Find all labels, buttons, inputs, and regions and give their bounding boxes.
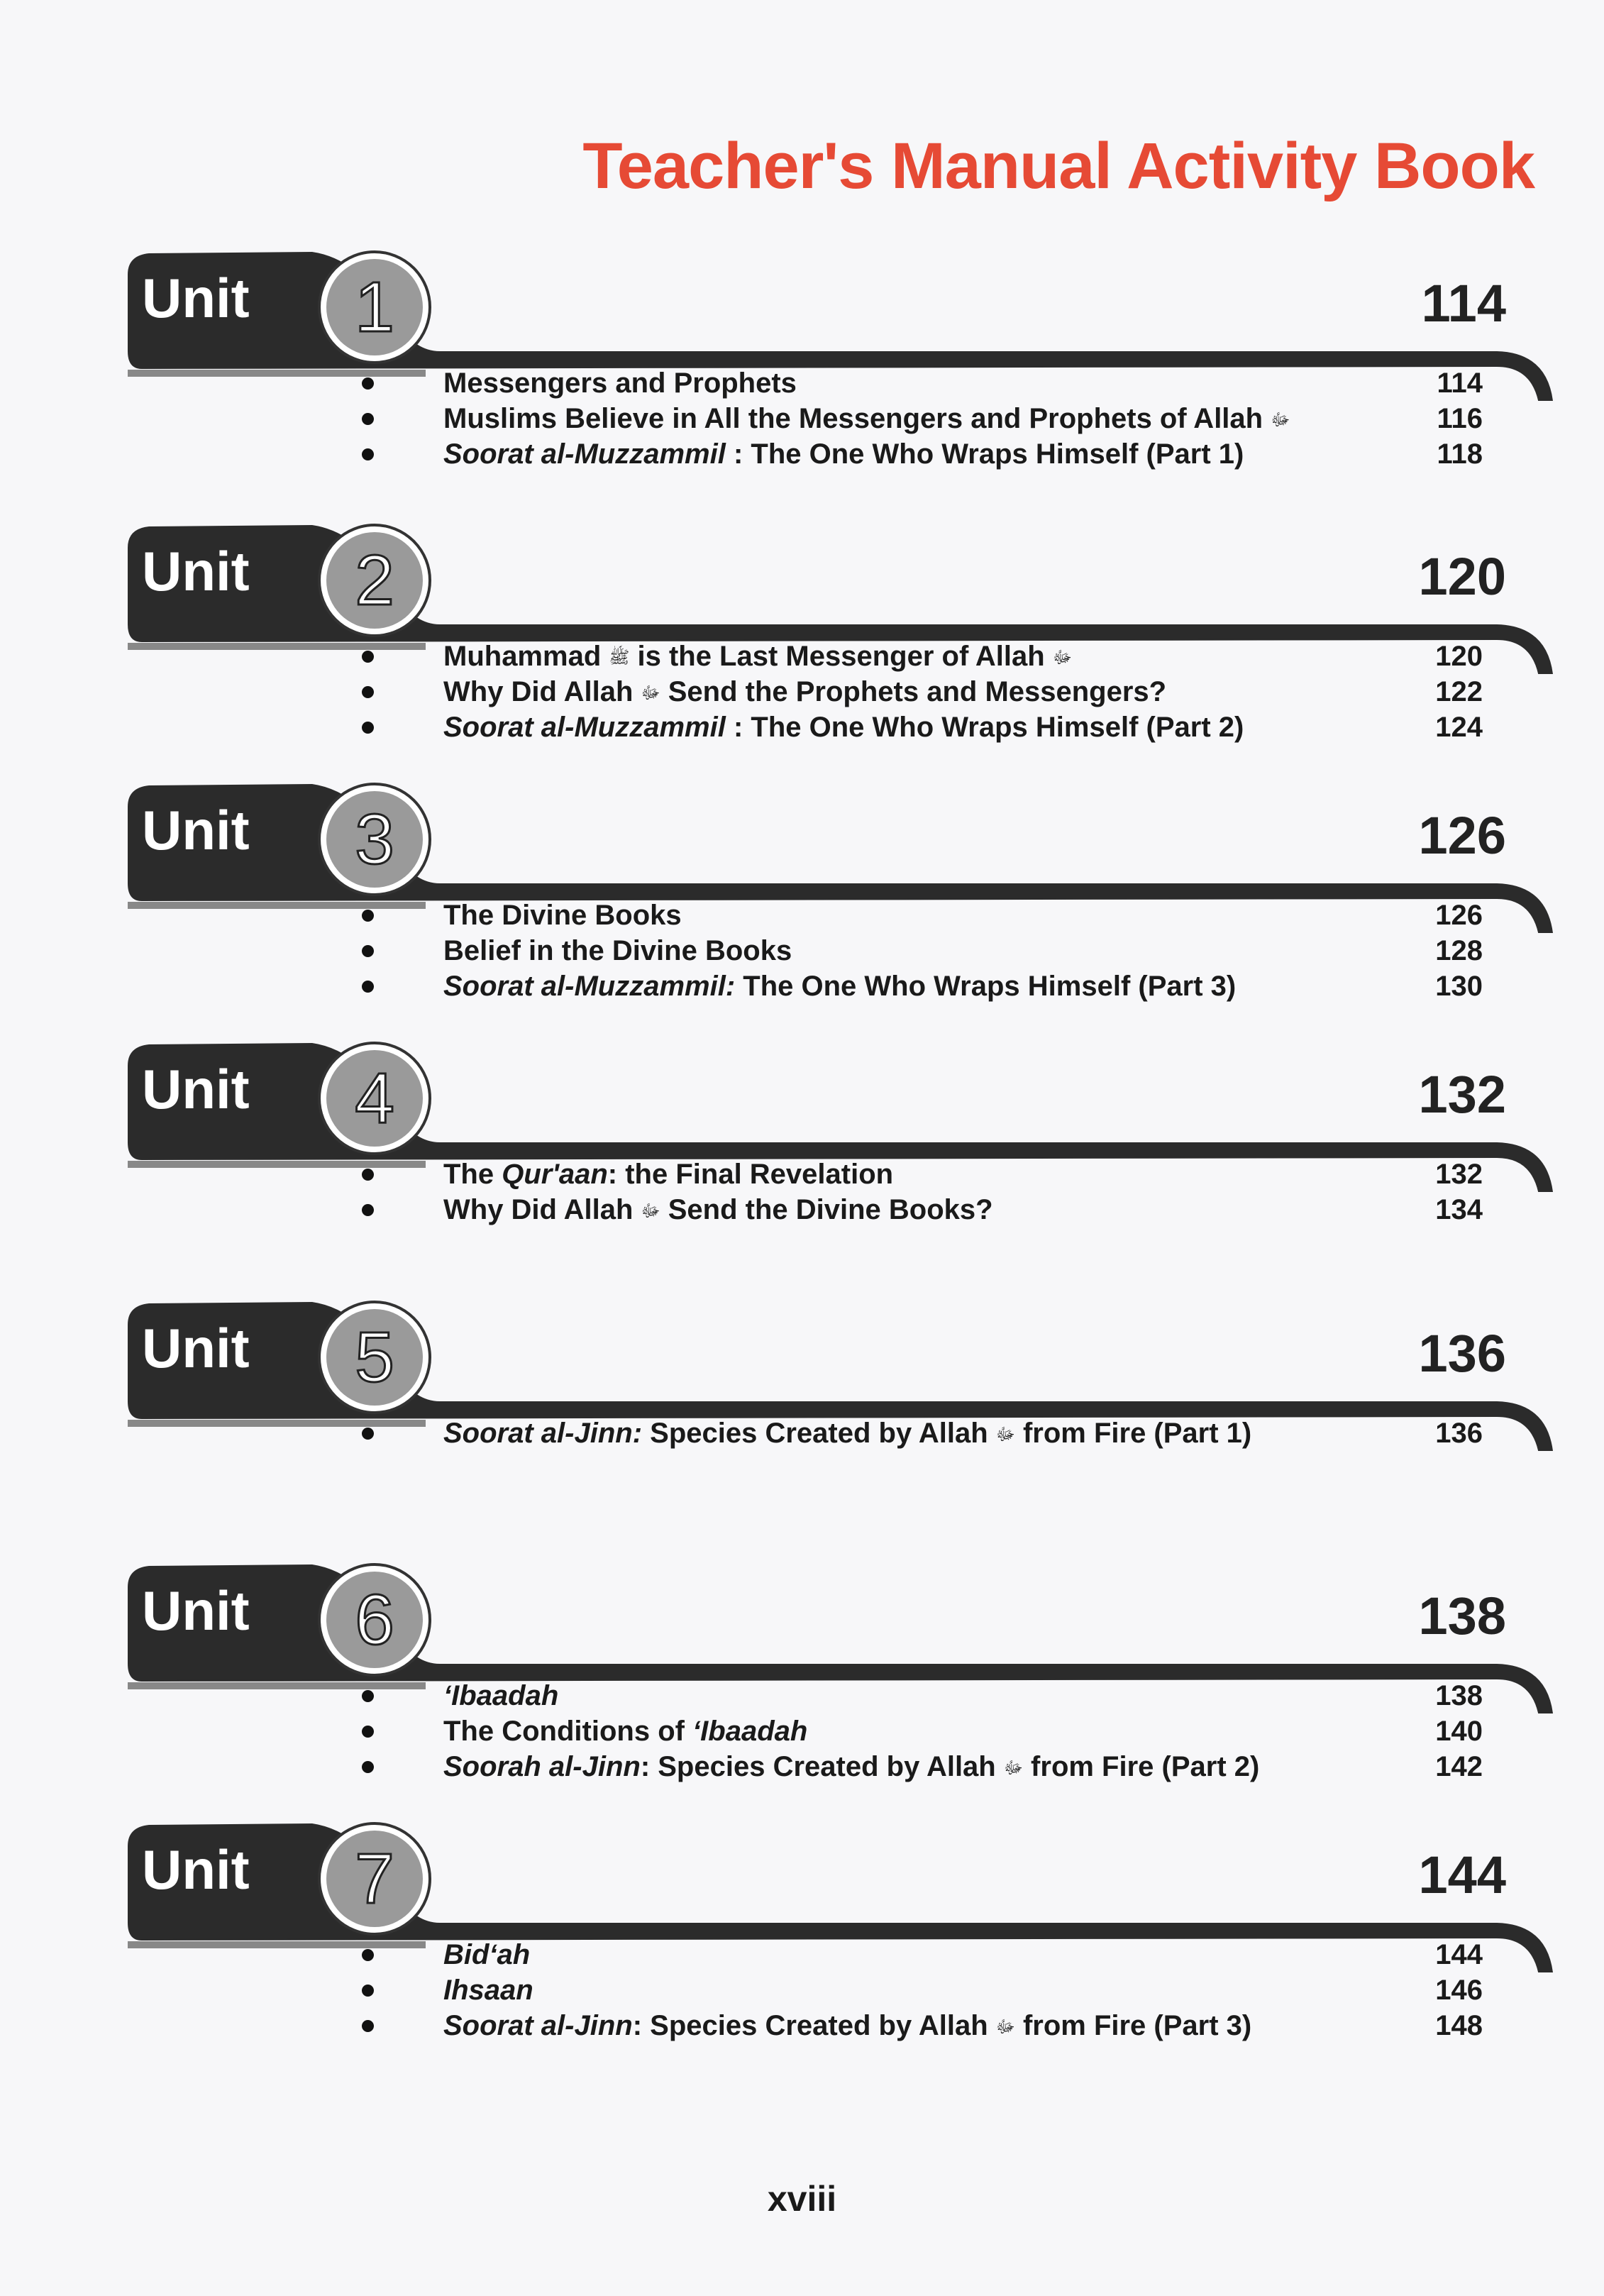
list-item [362,1972,1483,2008]
entry-title: Messengers and Prophets [443,368,797,399]
entry-title: Why Did Allah ﷻ Send the Divine Books? [443,1194,993,1225]
entry-page: 134 [1435,1194,1483,1225]
list-item [362,436,1483,472]
bullet-icon [362,377,374,390]
entry-page: 128 [1435,935,1483,966]
entry-page: 122 [1435,676,1483,707]
list-item [362,2008,1483,2043]
entry-page: 136 [1435,1418,1483,1449]
bullet-icon [362,1169,374,1181]
entry-title: Soorat al-Jinn: Species Created by Allah ﷻ from Fire (Part 3) [443,2010,1252,2041]
entry-title: Soorat al-Muzzammil : The One Who Wraps Himself (Part 1) [443,438,1244,470]
unit-number: 6 [355,1580,394,1660]
bullet-icon [362,686,374,698]
list-item [362,365,1483,401]
unit-page-number: 136 [1418,1324,1506,1383]
bullet-icon [362,651,374,663]
entry-title: Soorat al-Muzzammil : The One Who Wraps Himself (Part 2) [443,712,1244,743]
entry-title: Soorah al-Jinn: Species Created by Allah ﷻ from Fire (Part 2) [443,1751,1260,1782]
bullet-icon [362,945,374,957]
entry-page: 118 [1437,438,1483,470]
list-item [362,1678,1483,1713]
entry-page: 132 [1435,1159,1483,1190]
unit-page-number: 126 [1418,806,1506,865]
bullet-icon [362,981,374,993]
unit-label: Unit [142,267,250,329]
entry-title: Why Did Allah ﷻ Send the Prophets and Messengers? [443,676,1167,707]
entry-title: Muslims Believe in All the Messengers and Prophets of Allah ﷻ [443,403,1290,434]
entry-title: Bid‘ah [443,1939,531,1970]
unit-entries [362,1937,1483,2043]
bullet-icon [362,1204,374,1216]
unit-page-number: 114 [1421,274,1506,333]
list-item [362,710,1483,745]
unit-page-number: 120 [1418,547,1506,606]
entry-page: 120 [1435,641,1483,672]
entry-title: The Qur'aan: the Final Revelation [443,1159,894,1190]
list-item [362,898,1483,933]
unit-number: 5 [355,1318,394,1397]
unit-entries [362,639,1483,745]
bullet-icon [362,2020,374,2032]
page-number: xviii [767,2179,837,2219]
unit-number: 3 [355,800,394,879]
entry-title: Soorat al-Muzzammil: The One Who Wraps Himself (Part 3) [443,971,1237,1002]
entry-page: 142 [1435,1751,1483,1782]
entry-page: 114 [1437,368,1483,399]
unit-number: 7 [355,1839,394,1919]
unit-entries [362,1415,1483,1451]
entry-page: 126 [1435,900,1483,931]
bullet-icon [362,1985,374,1997]
unit-label: Unit [142,1317,250,1379]
bullet-icon [362,1690,374,1702]
unit-entries [362,1678,1483,1784]
entry-page: 148 [1435,2010,1483,2041]
entry-page: 140 [1435,1716,1483,1747]
entry-title: The Divine Books [443,900,682,931]
list-item [362,1749,1483,1784]
unit-label: Unit [142,1579,250,1642]
unit-label: Unit [142,540,250,602]
list-item [362,1415,1483,1451]
entry-page: 144 [1435,1939,1483,1970]
entry-title: Muhammad ﷺ is the Last Messenger of Allah ﷻ [443,641,1072,672]
unit-entries [362,365,1483,472]
page-title: Teacher's Manual Activity Book [582,130,1534,202]
bullet-icon [362,1949,374,1961]
entry-page: 124 [1435,712,1483,743]
entry-title: The Conditions of ‘Ibaadah [443,1716,808,1747]
unit-label: Unit [142,799,250,861]
entry-page: 146 [1435,1975,1483,2006]
unit-number: 2 [355,541,394,620]
unit-page-number: 138 [1418,1586,1506,1645]
entry-title: ‘Ibaadah [443,1680,559,1711]
entry-title: Soorat al-Jinn: Species Created by Allah ﷻ from Fire (Part 1) [443,1418,1252,1449]
entry-page: 130 [1435,971,1483,1002]
list-item [362,674,1483,710]
bullet-icon [362,722,374,734]
bullet-icon [362,910,374,922]
unit-page-number: 132 [1418,1065,1506,1124]
unit-entries [362,898,1483,1004]
entry-page: 138 [1435,1680,1483,1711]
entry-page: 116 [1437,403,1483,434]
unit-page-number: 144 [1418,1845,1506,1904]
unit-number: 4 [355,1059,394,1138]
list-item [362,1713,1483,1749]
unit-label: Unit [142,1058,250,1120]
bullet-icon [362,413,374,425]
unit-label: Unit [142,1838,250,1901]
list-item [362,1937,1483,1972]
list-item [362,401,1483,436]
entry-title: Ihsaan [443,1975,533,2006]
list-item [362,1157,1483,1192]
list-item [362,968,1483,1004]
bullet-icon [362,1726,374,1738]
list-item [362,933,1483,968]
entry-title: Belief in the Divine Books [443,935,792,966]
list-item [362,1192,1483,1227]
bullet-icon [362,1428,374,1440]
bullet-icon [362,448,374,460]
bullet-icon [362,1761,374,1773]
unit-entries [362,1157,1483,1227]
unit-number: 1 [355,267,394,347]
list-item [362,639,1483,674]
